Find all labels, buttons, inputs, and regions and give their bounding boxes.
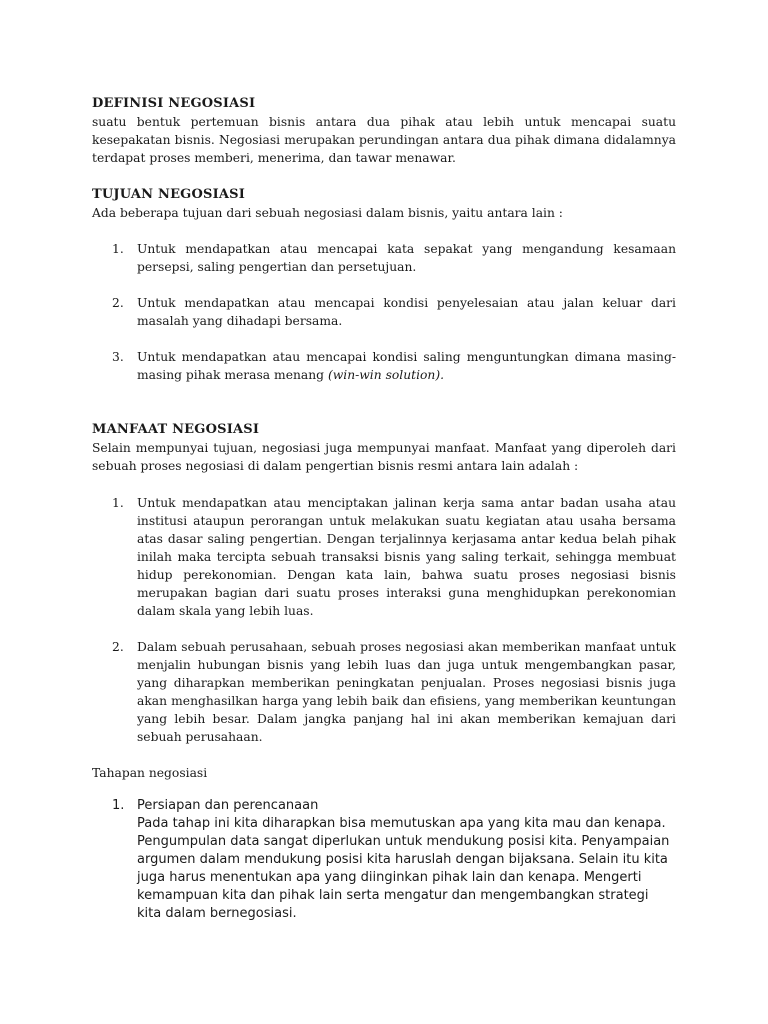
- list-number: 1.: [112, 242, 124, 256]
- list-item: [92, 348, 676, 384]
- paragraph-definisi: suatu bentuk pertemuan bisnis antara dua pihak atau lebih untuk mencapai suatu kesepakatan bisnis. Negosiasi merupakan perundingan antara dua pihak dimana didalamnya terdapat proses memberi, menerima, dan tawar menawar.: [92, 115, 676, 165]
- list-item: [92, 494, 676, 620]
- list-item-emphasis: (win-win solution).: [327, 368, 445, 382]
- paragraph-tujuan-intro: Ada beberapa tujuan dari sebuah negosiasi dalam bisnis, yaitu antara lain :: [92, 206, 563, 220]
- section-tujuan: [92, 186, 676, 384]
- list-item: [92, 638, 676, 746]
- list-number: 1.: [112, 496, 124, 510]
- list-item-text: Untuk mendapatkan atau menciptakan jalinan kerja sama antar badan usaha atau institusi ataupun perorangan untuk melakukan suatu kegiatan atau usaha bersama atas dasar saling pengertian. Dengan terjalinnya kerjasama antar kedua belah pihak inilah maka tercipta sebuah transaksi bisnis yang saling terkait, sehingga membuat hidup perekonomian. Dengan kata lain, bahwa suatu proses negosiasi bisnis merupakan bagian dari suatu proses interaksi guna menghidupkan perekonomian dalam skala yang lebih luas.: [137, 496, 676, 618]
- list-number: 3.: [112, 350, 124, 364]
- list-item: [92, 797, 676, 923]
- section-tahapan: [92, 764, 676, 923]
- list-number: 1.: [112, 798, 125, 813]
- heading-tujuan: TUJUAN NEGOSIASI: [92, 187, 246, 202]
- list-item-text: Untuk mendapatkan atau mencapai kata sepakat yang mengandung kesamaan persepsi, saling pengertian dan persetujuan.: [137, 242, 676, 274]
- list-tujuan: [92, 240, 676, 384]
- list-item: [92, 294, 676, 330]
- heading-definisi: DEFINISI NEGOSIASI: [92, 96, 256, 111]
- list-item: [92, 240, 676, 276]
- list-item-text: Untuk mendapatkan atau mencapai kondisi penyelesaian atau jalan keluar dari masalah yang dihadapi bersama.: [137, 296, 676, 328]
- list-manfaat: [92, 494, 676, 746]
- list-number: 2.: [112, 296, 124, 310]
- list-item-text: Untuk mendapatkan atau mencapai kondisi saling menguntungkan dimana masing-masing pihak merasa menang: [137, 350, 676, 382]
- list-item-title: Persiapan dan perencanaan: [137, 798, 319, 813]
- heading-tahapan: Tahapan negosiasi: [92, 766, 208, 780]
- list-tahapan: [92, 797, 676, 923]
- paragraph-manfaat-intro: Selain mempunyai tujuan, negosiasi juga mempunyai manfaat. Manfaat yang diperoleh dari sebuah proses negosiasi di dalam pengertian bisnis resmi antara lain adalah :: [92, 441, 676, 473]
- section-definisi: [92, 95, 676, 167]
- list-item-text: Dalam sebuah perusahaan, sebuah proses negosiasi akan memberikan manfaat untuk menjalin hubungan bisnis yang lebih luas dan juga untuk mengembangkan pasar, yang diharapkan memberikan peningkatan penjualan. Proses negosiasi bisnis juga akan menghasilkan harga yang lebih baik dan efisiens, yang memberikan keuntungan yang lebih besar. Dalam jangka panjang hal ini akan memberikan kemajuan dari sebuah perusahaan.: [137, 640, 676, 744]
- heading-manfaat: MANFAAT NEGOSIASI: [92, 422, 260, 437]
- list-number: 2.: [112, 640, 124, 654]
- list-item-text: Pada tahap ini kita diharapkan bisa memutuskan apa yang kita mau dan kenapa. Pengumpulan data sangat diperlukan untuk mendukung posisi kita. Penyampaian argumen dalam mendukung posisi kita haruslah dengan bijaksana. Selain itu kita juga harus menentukan apa yang diinginkan pihak lain dan kenapa. Mengerti kemampuan kita dan pihak lain serta mengatur dan mengembangkan strategi kita dalam bernegosiasi.: [137, 816, 670, 921]
- section-manfaat: [92, 421, 676, 746]
